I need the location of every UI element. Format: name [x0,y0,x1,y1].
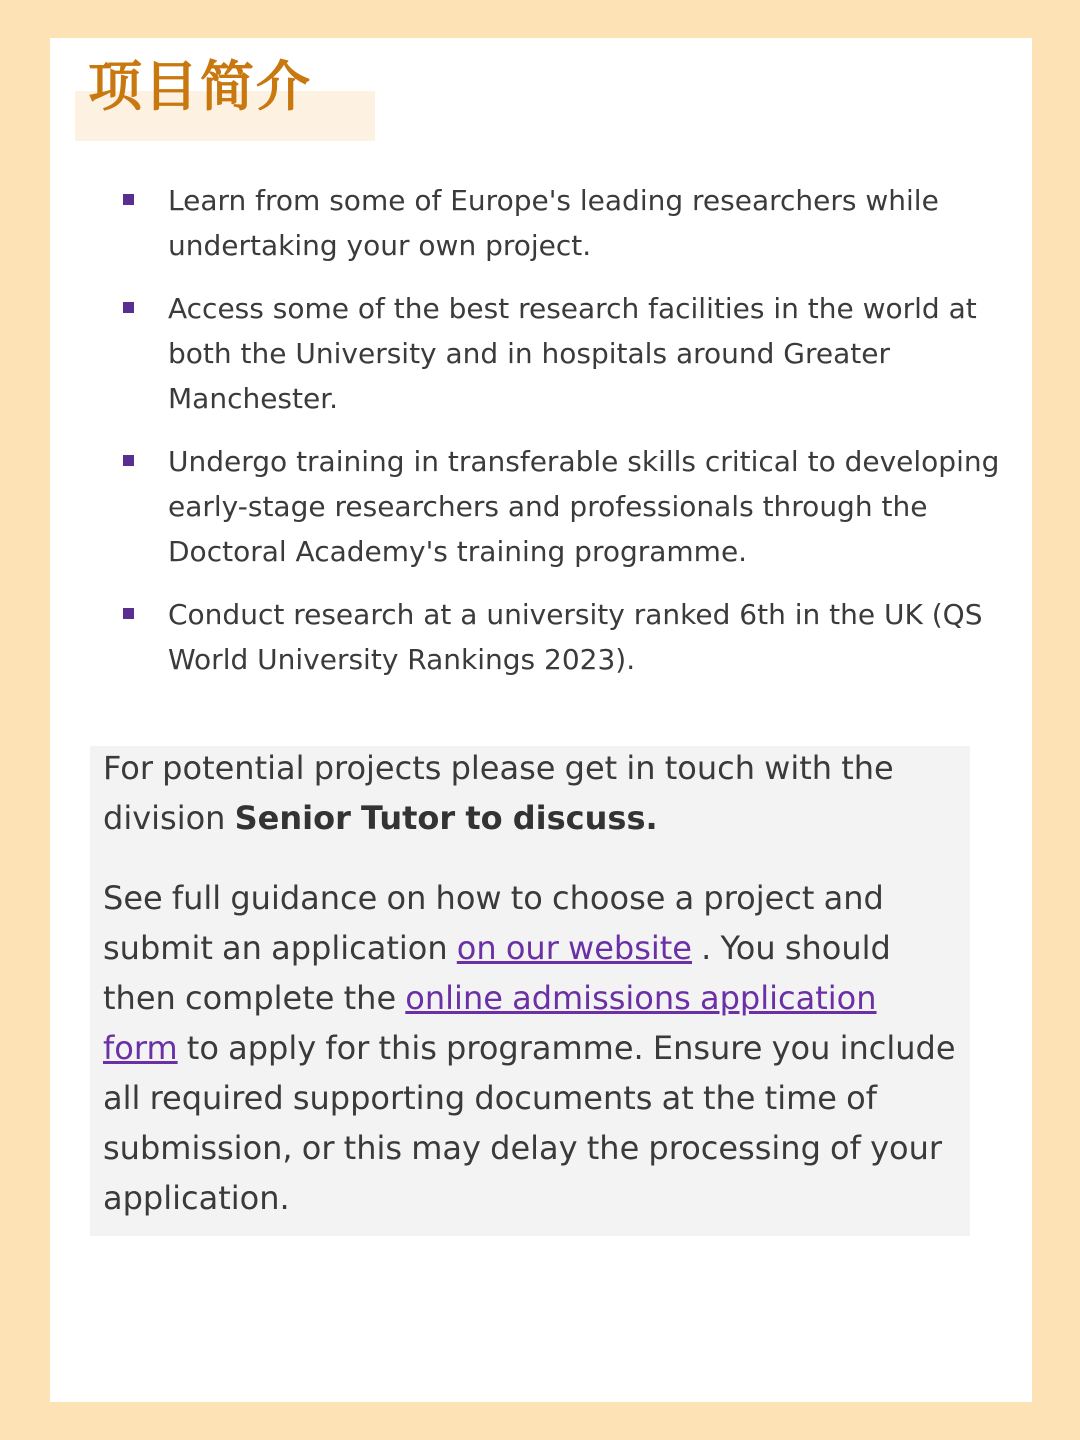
square-bullet-icon [123,302,134,313]
list-item [120,286,1000,421]
list-item [120,178,1000,268]
contact-paragraph [103,743,960,843]
list-item-text: Learn from some of Europe's leading researchers while undertaking your own project. [168,184,939,262]
content-card [50,38,1032,1402]
list-item [120,439,1000,574]
square-bullet-icon [123,455,134,466]
guidance-text-3: to apply for this programme. Ensure you include all required supporting documents at the time of submission, or this may delay the processing of your application. [103,1029,956,1217]
guidance-text-2: . You should then complete the [103,929,891,1017]
list-item [120,592,1000,682]
square-bullet-icon [123,194,134,205]
square-bullet-icon [123,608,134,619]
page-title: 项目简介 [88,55,312,118]
application-info-box [90,746,970,1236]
guidance-text: See full guidance on how to choose a project and submit an application [103,879,884,967]
list-item-text: Conduct research at a university ranked 6th in the UK (QS World University Rankings 2023). [168,598,983,676]
website-link[interactable]: on our website [456,929,692,967]
application-form-link[interactable]: online admissions application form [103,979,877,1067]
benefits-list [120,178,1000,700]
list-item-text: Undergo training in transferable skills critical to developing early-stage researchers and professionals through the Doctoral Academy's training programme. [168,445,1000,568]
senior-tutor-text: Senior Tutor to discuss. [234,799,658,837]
contact-text: For potential projects please get in touch with the division [103,749,894,837]
list-item-text: Access some of the best research facilities in the world at both the University and in hospitals around Greater Manchester. [168,292,977,415]
guidance-paragraph [103,873,960,1223]
